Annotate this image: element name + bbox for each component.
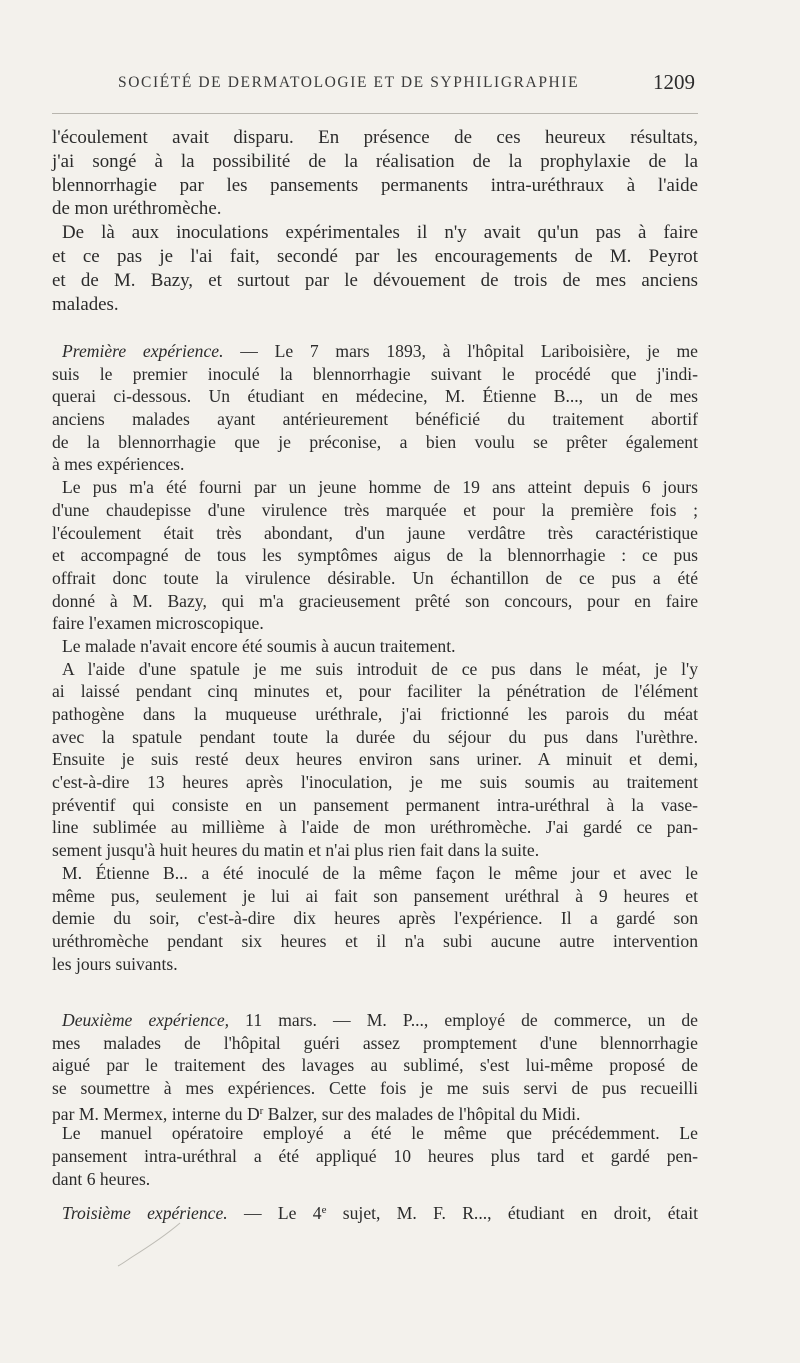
second-experiment-block — [52, 1009, 698, 1191]
superscript: e — [321, 1204, 327, 1216]
text-line: pansement intra-uréthral a été appliqué 10 heures plus tard et gardé pen- — [52, 1146, 698, 1167]
text-line: mes malades de l'hôpital guéri assez promptement d'une blennorrhagie — [52, 1032, 698, 1053]
text-line: suis le premier inoculé la blennorrhagie suivant le procédé que j'indi- — [52, 363, 698, 384]
text-fragment: par M. Mermex, interne du D — [52, 1103, 260, 1124]
text-line: l'écoulement était très abondant, d'un jaune verdâtre très caractéristique — [52, 522, 698, 543]
text-line: A l'aide d'une spatule je me suis introduit de ce pus dans le méat, je l'y — [62, 658, 698, 679]
text-line: uréthromèche pendant six heures et il n'a subi aucune autre intervention — [52, 930, 698, 951]
text-line: dant 6 heures. — [52, 1168, 151, 1189]
text-line: sement jusqu'à huit heures du matin et n'ai plus rien fait dans la suite. — [52, 840, 540, 861]
text-line: ai laissé pendant cinq minutes et, pour faciliter la pénétration de l'élément — [52, 681, 698, 702]
text-line: anciens malades ayant antérieurement bénéficié du traitement abortif — [52, 409, 698, 430]
text-line: et accompagné de tous les symptômes aigus de la blennorrhagie : ce pus — [52, 545, 698, 566]
text-line: M. Étienne B... a été inoculé de la même façon le même jour et avec le — [62, 862, 698, 883]
text-line — [52, 340, 698, 363]
text-line: Ensuite je suis resté deux heures environ sans uriner. A minuit et demi, — [52, 749, 698, 770]
superscript: r — [259, 1104, 264, 1117]
text-line: les jours suivants. — [52, 953, 178, 974]
text-fragment: sujet, M. F. R..., étudiant en droit, était — [326, 1203, 698, 1223]
text-line: et ce pas je l'ai fait, secondé par les encouragements de M. Peyrot — [52, 245, 698, 267]
text-fragment: — Le 4 — [227, 1203, 322, 1223]
pencil-mark — [114, 1219, 184, 1269]
text-line: de la blennorrhagie que je préconise, a bien voulu se prêter également — [52, 431, 698, 452]
text-line: malades. — [52, 293, 119, 315]
text-line: même pus, seulement je lui ai fait son pansement uréthral à 9 heures et — [52, 885, 698, 906]
text-line: à mes expériences. — [52, 454, 185, 475]
page-number: 1209 — [653, 70, 695, 94]
text-line: d'une chaudepisse d'une virulence très marquée et pour la première fois ; — [52, 499, 698, 520]
text-line: avec la spatule pendant toute la durée du séjour du pus dans l'urèthre. — [52, 726, 698, 747]
text-fragment: — Le 7 mars 1893, à l'hôpital Lariboisière, je me — [223, 341, 698, 361]
text-fragment: 11 mars. — M. P..., employé de commerce, un de — [229, 1010, 698, 1030]
section-heading-third-experiment: Troisième expérience. — [62, 1203, 228, 1223]
text-line: Le manuel opératoire employé a été le même que précédemment. Le — [62, 1123, 698, 1144]
section-heading-second-experiment: Deuxième expérience, — [62, 1010, 230, 1030]
text-line: c'est-à-dire 13 heures après l'inoculation, je me suis soumis au traitement — [52, 772, 698, 793]
text-line: De là aux inoculations expérimentales il n'y avait qu'un pas à faire — [62, 222, 698, 244]
text-line: Le malade n'avait encore été soumis à aucun traitement. — [62, 635, 456, 656]
text-line: de mon uréthromèche. — [52, 198, 222, 220]
text-fragment: Balzer, sur des malades de l'hôpital du Midi. — [263, 1103, 581, 1124]
intro-block — [52, 126, 698, 316]
text-line — [52, 1100, 698, 1123]
first-experiment-block — [52, 340, 698, 975]
header-rule — [52, 113, 698, 114]
text-line: faire l'examen microscopique. — [52, 613, 264, 634]
running-title: SOCIÉTÉ DE DERMATOLOGIE ET DE SYPHILIGRAPHIE — [118, 74, 580, 91]
text-line: donné à M. Bazy, qui m'a gracieusement prêté son concours, pour en faire — [52, 590, 698, 611]
running-header — [52, 70, 698, 98]
text-line: se soumettre à mes expériences. Cette fois je me suis servi de pus recueilli — [52, 1078, 698, 1099]
text-line: j'ai songé à la possibilité de la réalisation de la prophylaxie de la — [52, 150, 698, 172]
text-line: pathogène dans la muqueuse uréthrale, j'ai frictionné les parois du méat — [52, 704, 698, 724]
text-line: préventif qui consiste en un pansement permanent intra-uréthral à la vase- — [52, 794, 698, 815]
pencil-stroke — [118, 1223, 180, 1266]
text-line: line sublimée au millième à l'aide de mon uréthromèche. J'ai gardé ce pan- — [52, 817, 698, 838]
text-line: querai ci-dessous. Un étudiant en médecine, M. Étienne B..., un de mes — [52, 386, 698, 407]
text-line: demie du soir, c'est-à-dire dix heures après l'expérience. Il a gardé son — [52, 908, 698, 929]
text-line: Le pus m'a été fourni par un jeune homme de 19 ans atteint depuis 6 jours — [62, 477, 698, 498]
book-page — [52, 0, 698, 1363]
text-line: aigué par le traitement des lavages au sublimé, s'est lui-même proposé de — [52, 1055, 698, 1076]
text-line — [52, 1009, 698, 1032]
text-line: l'écoulement avait disparu. En présence de ces heureux résultats, — [52, 127, 698, 148]
text-line: blennorrhagie par les pansements permanents intra-uréthraux à l'aide — [52, 174, 698, 196]
text-line: offrait donc toute la virulence désirable. Un échantillon de ce pus a été — [52, 567, 698, 588]
section-heading-first-experiment: Première expérience. — [62, 341, 224, 361]
text-line: et de M. Bazy, et surtout par le dévouement de trois de mes anciens — [52, 269, 698, 291]
